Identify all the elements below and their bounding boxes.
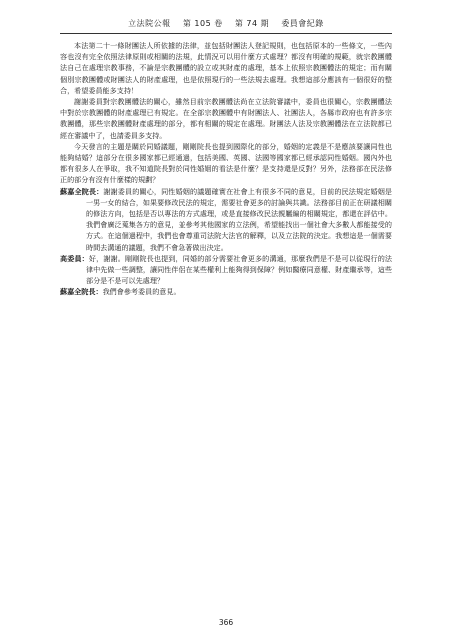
paragraph: 本法第二十一條財團法人所依據的法律，並包括財團法人登記規則，也包括原本的一些條文，一些內容也沒有完全依照法律原則或相關的法規，此情況可以用什麼方式處理？都沒有明確的規範，就宗教團體法自己在處理宗教事務，不論是宗教團體的設立或其財產的處理，基本上依照宗教團體法的規定；而有關個別宗教團體或財團法人的財產處理，也是依照現行的一些法規去處理。我想這部分應該有一個很好的整合，希望委員能多支持！ bbox=[60, 41, 392, 95]
issue-label: 第 74 期 bbox=[234, 19, 270, 28]
speaker-name: 高委員： bbox=[60, 253, 89, 263]
speech-text: 謝謝委員的關心，同性婚姻的議題確實在社會上有很多不同的意見，目前的民法規定婚姻是一男一女的結合，如果要修改民法的規定，需要社會更多的討論與共識。法務部目前正在研議相關的修法方向，包括是否以專法的方式處理，或是直接修改民法親屬編的相關規定，都還在評估中。我們會廣泛蒐集各方的意見，並參考其他國家的立法例，希望能找出一個社會大多數人都能接受的方式。在這個過程中，我們也會尊重司法院大法官的解釋，以及立法院的決定。我想這是一個需要時間去溝通的議題，我們不會急著做出決定。 bbox=[86, 186, 393, 252]
publication-name: 立法院公報 bbox=[128, 19, 171, 28]
volume-label: 第 105 卷 bbox=[182, 19, 223, 28]
page-number: 366 bbox=[218, 618, 234, 627]
speech-block bbox=[60, 286, 392, 297]
section-label: 委員會紀錄 bbox=[281, 19, 324, 28]
speech-text: 我們會參考委員的意見。 bbox=[102, 287, 181, 297]
speech-block bbox=[60, 186, 392, 253]
speech-block bbox=[60, 253, 392, 287]
page-header bbox=[0, 18, 452, 29]
speaker-name: 蘇嘉全院長： bbox=[60, 287, 103, 297]
speech-text: 好，謝謝。剛剛院長也提到，同婚的部分需要社會更多的溝通，那麼我們是不是可以從現行的法律中先做一些調整，讓同性伴侶在某些權利上能夠得到保障？例如醫療同意權、財產繼承等，這些部分是不是可以先處理？ bbox=[86, 253, 393, 286]
paragraph: 今天發言的主題是關於同婚議題，剛剛院長也提到國際化的部分，婚姻的定義是不是應該要讓同性也能夠結婚？這部分在很多國家都已經通過，包括美國、英國、法國等國家都已經承認同性婚姻。國內外也都有很多人在爭取，我不知道院長對於同性婚姻的看法是什麼？是支持還是反對？另外，法務部在民法修正的部分有沒有什麼樣的規劃？ bbox=[60, 141, 392, 185]
document-body bbox=[60, 40, 392, 298]
paragraph: 謝謝委員對宗教團體法的關心，雖然目前宗教團體法尚在立法院審議中，委員也很關心，宗教團體法中對於宗教團體的財產處理已有規定。在全部宗教團體中有財團法人、社團法人，各縣市政府也有許多宗教團體，那些宗教團體財產處理的部分，都有相關的規定在處理。財團法人法及宗教團體法在立法院都已經在審議中了，也請委員多支持。 bbox=[60, 97, 392, 140]
header-rule bbox=[60, 33, 392, 34]
speaker-name: 蘇嘉全院長： bbox=[60, 186, 104, 196]
